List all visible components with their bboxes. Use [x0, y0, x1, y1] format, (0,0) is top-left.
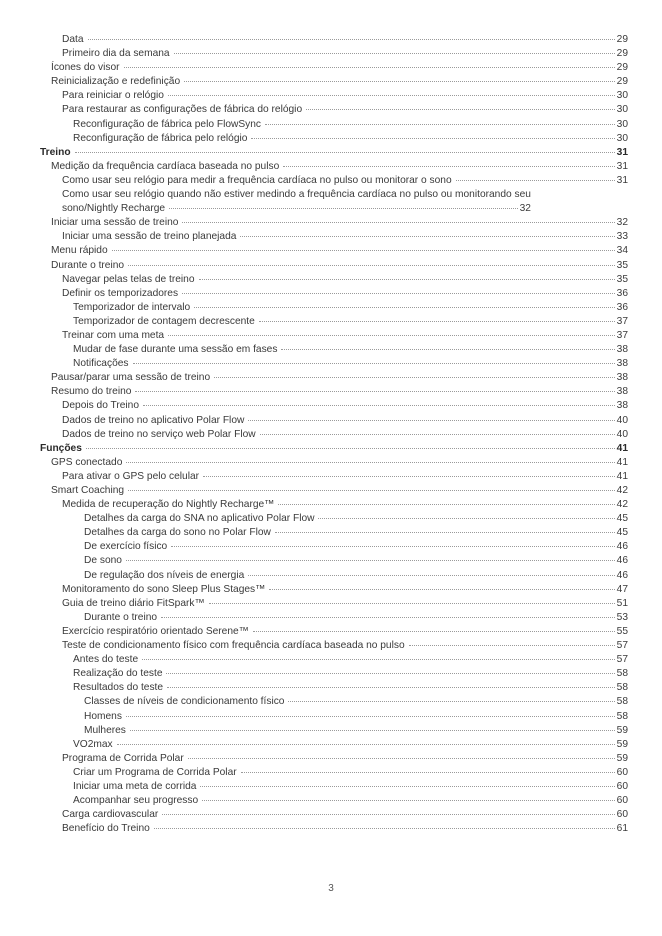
- toc-entry-title: Antes do teste: [73, 654, 139, 666]
- toc-entry[interactable]: [40, 780, 628, 794]
- dot-leader: [128, 490, 615, 491]
- toc-entry-page: 60: [616, 766, 628, 778]
- toc-entry-page: 29: [616, 34, 628, 45]
- toc-entry[interactable]: [40, 385, 628, 399]
- toc-entry-title: Detalhes da carga do SNA no aplicativo Polar Flow: [84, 513, 315, 525]
- toc-entry-title: Resumo do treino: [51, 386, 132, 398]
- dot-leader: [248, 575, 614, 576]
- toc-entry-title: GPS conectado: [51, 456, 123, 468]
- toc-entry-title: De exercício físico: [84, 541, 168, 553]
- toc-entry-page: 55: [616, 625, 628, 637]
- toc-entry-title: Guia de treino diário FitSpark™: [62, 597, 205, 609]
- toc-entry-title: Pausar/parar uma sessão de treino: [51, 372, 211, 384]
- toc-entry-page: 32: [616, 217, 628, 229]
- dot-leader: [182, 222, 614, 223]
- dot-leader: [248, 420, 614, 421]
- toc-entry[interactable]: [40, 47, 628, 61]
- toc-entry[interactable]: [40, 230, 628, 244]
- toc-entry-title: Programa de Corrida Polar: [62, 752, 184, 764]
- toc-entry-title: De sono: [84, 555, 122, 567]
- toc-entry-page: 35: [616, 273, 628, 285]
- toc-entry[interactable]: [40, 216, 628, 230]
- toc-entry[interactable]: [40, 273, 628, 287]
- toc-entry-title: Teste de condicionamento físico com frequência cardíaca baseada no pulso: [62, 640, 405, 652]
- toc-entry-page: 41: [616, 470, 628, 482]
- toc-entry-title: Navegar pelas telas de treino: [62, 273, 195, 285]
- toc-entry-page: 29: [616, 76, 628, 88]
- toc-entry-title: Temporizador de contagem decrescente: [73, 315, 255, 327]
- toc-entry[interactable]: [40, 484, 628, 498]
- toc-entry-page: 51: [616, 597, 628, 609]
- toc-entry-title: Exercício respiratório orientado Serene™: [62, 625, 249, 637]
- toc-entry-title: Durante o treino: [51, 259, 125, 271]
- toc-entry-title: Benefício do Treino: [62, 823, 150, 835]
- toc-entry-title: Classes de níveis de condicionamento físico: [84, 696, 285, 708]
- toc-entry-title: Como usar seu relógio para medir a frequência cardíaca no pulso ou monitorar o sono: [62, 174, 452, 186]
- toc-entry-title: De regulação dos níveis de energia: [84, 569, 245, 581]
- dot-leader: [174, 53, 615, 54]
- dot-leader: [269, 589, 614, 590]
- toc-entry[interactable]: [40, 428, 628, 442]
- dot-leader: [278, 504, 614, 505]
- dot-leader: [202, 800, 615, 801]
- dot-leader: [135, 391, 614, 392]
- toc-entry-page: 45: [616, 527, 628, 539]
- dot-leader: [199, 279, 615, 280]
- dot-leader: [283, 166, 614, 167]
- dot-leader: [143, 405, 615, 406]
- toc-entry-title: Para restaurar as configurações de fábrica do relógio: [62, 104, 303, 116]
- toc-entry-page: 58: [616, 696, 628, 708]
- toc-entry-title: Funções: [40, 442, 82, 454]
- toc-entry[interactable]: [40, 498, 628, 512]
- toc-entry[interactable]: [40, 526, 628, 540]
- toc-entry-page: 31: [616, 160, 628, 172]
- dot-leader: [200, 786, 614, 787]
- toc-entry[interactable]: [40, 724, 628, 738]
- toc-entry-page: 45: [616, 513, 628, 525]
- dot-leader: [124, 67, 615, 68]
- toc-entry-page: 30: [616, 90, 628, 102]
- toc-entry-page: 46: [616, 555, 628, 567]
- toc-entry[interactable]: [40, 357, 628, 371]
- dot-leader: [184, 81, 615, 82]
- toc-entry-title: Menu rápido: [51, 245, 108, 257]
- dot-leader: [169, 208, 518, 209]
- toc-entry-title: Temporizador de intervalo: [73, 301, 191, 313]
- toc-entry[interactable]: [40, 301, 628, 315]
- toc-entry-page: 40: [616, 414, 628, 426]
- toc-entry-page: 36: [616, 287, 628, 299]
- dot-leader: [306, 109, 615, 110]
- toc-entry-page: 47: [616, 583, 628, 595]
- dot-leader: [75, 152, 615, 153]
- toc-entry-title: Detalhes da carga do sono no Polar Flow: [84, 527, 271, 539]
- toc-chapter[interactable]: [40, 146, 628, 160]
- toc-entry-page: 36: [616, 301, 628, 313]
- toc-entry[interactable]: [40, 343, 628, 357]
- dot-leader: [142, 659, 615, 660]
- toc-entry-title: Como usar seu relógio quando não estiver medindo a frequência cardíaca no pulso ou monitorando seu: [62, 189, 531, 201]
- toc-entry[interactable]: [40, 470, 628, 484]
- toc-entry-title: Medição da frequência cardíaca baseada no pulso: [51, 160, 280, 172]
- toc-entry[interactable]: [40, 625, 628, 639]
- toc-entry-page: 30: [616, 118, 628, 130]
- page-number: 3: [328, 883, 334, 894]
- toc-entry[interactable]: [40, 371, 628, 385]
- toc-entry-title: Smart Coaching: [51, 485, 125, 496]
- toc-entry[interactable]: [40, 399, 628, 413]
- toc-entry[interactable]: [40, 512, 628, 526]
- toc-entry-title: Treinar com uma meta: [62, 329, 165, 341]
- dot-leader: [88, 39, 615, 40]
- toc-entry[interactable]: [40, 160, 628, 174]
- dot-leader: [130, 730, 615, 731]
- dot-leader: [456, 180, 615, 181]
- toc-entry[interactable]: [40, 794, 628, 808]
- toc-entry[interactable]: [40, 597, 628, 611]
- toc-entry[interactable]: [40, 808, 628, 822]
- dot-leader: [259, 321, 615, 322]
- toc-entry-page: 58: [616, 668, 628, 680]
- dot-leader: [209, 603, 615, 604]
- toc-entry[interactable]: [40, 540, 628, 554]
- toc-entry[interactable]: [40, 583, 628, 597]
- toc-entry-title: Iniciar uma meta de corrida: [73, 780, 197, 792]
- toc-entry-page: 53: [616, 611, 628, 623]
- dot-leader: [188, 758, 615, 759]
- dot-leader: [168, 335, 615, 336]
- toc-entry-title: Homens: [84, 710, 122, 722]
- toc-entry[interactable]: [40, 667, 628, 681]
- toc-entry[interactable]: [40, 244, 628, 258]
- dot-leader: [126, 716, 615, 717]
- toc-entry-title: Treino: [40, 146, 71, 158]
- toc-entry-page: 34: [616, 245, 628, 257]
- toc-entry-title: Dados de treino no serviço web Polar Flow: [62, 428, 256, 440]
- dot-leader: [126, 560, 615, 561]
- dot-leader: [171, 546, 614, 547]
- toc-entry[interactable]: [40, 738, 628, 752]
- toc-entry[interactable]: [40, 766, 628, 780]
- dot-leader: [133, 363, 615, 364]
- toc-chapter[interactable]: [40, 442, 628, 456]
- toc-entry[interactable]: [40, 75, 628, 89]
- toc-entry[interactable]: [40, 33, 628, 47]
- dot-leader: [214, 377, 615, 378]
- toc-entry-title: Reconfiguração de fábrica pelo FlowSync: [73, 118, 262, 130]
- toc-entry-title: Iniciar uma sessão de treino: [51, 217, 179, 229]
- toc-entry-title-continued: sono/Nightly Recharge: [62, 203, 166, 215]
- toc-entry[interactable]: [40, 329, 628, 343]
- dot-leader: [117, 744, 615, 745]
- toc-entry-page: 29: [616, 48, 628, 60]
- dot-leader: [203, 476, 615, 477]
- toc-entry-page: 59: [616, 738, 628, 750]
- dot-leader: [126, 462, 614, 463]
- toc-entry-page: 42: [616, 499, 628, 511]
- toc-entry-title: Medida de recuperação do Nightly Recharge™: [62, 499, 275, 511]
- toc-entry-page: 38: [616, 386, 628, 398]
- toc-entry-page: 30: [616, 104, 628, 116]
- toc-entry-page: 30: [616, 132, 628, 144]
- toc-entry[interactable]: [40, 653, 628, 667]
- toc-entry-title: Criar um Programa de Corrida Polar: [73, 766, 237, 778]
- toc-entry[interactable]: [40, 554, 628, 568]
- toc-entry-page: 59: [616, 724, 628, 736]
- dot-leader: [161, 617, 615, 618]
- toc-entry-title: Durante o treino: [84, 611, 158, 623]
- toc-entry[interactable]: [40, 103, 628, 117]
- toc-entry-page: 46: [616, 569, 628, 581]
- toc-entry-page: 40: [616, 428, 628, 440]
- toc-entry[interactable]: [40, 569, 628, 583]
- toc-entry[interactable]: [40, 174, 628, 188]
- dot-leader: [265, 124, 615, 125]
- toc-entry[interactable]: [40, 188, 628, 216]
- dot-leader: [162, 814, 614, 815]
- dot-leader: [240, 236, 614, 237]
- toc-entry-title: Para reiniciar o relógio: [62, 90, 164, 102]
- toc-entry-page: 42: [616, 485, 628, 496]
- toc-entry[interactable]: [40, 710, 628, 724]
- toc-entry-title: Para ativar o GPS pelo celular: [62, 470, 200, 482]
- dot-leader: [168, 95, 615, 96]
- toc-entry-page: 31: [616, 146, 628, 158]
- dot-leader: [409, 645, 615, 646]
- dot-leader: [288, 701, 614, 702]
- toc-entry-page: 57: [616, 654, 628, 666]
- toc-entry-page: 58: [616, 682, 628, 694]
- toc-entry[interactable]: [40, 639, 628, 653]
- toc-entry-page: 60: [616, 795, 628, 807]
- toc-entry-title: Reconfiguração de fábrica pelo relógio: [73, 132, 248, 144]
- toc-entry[interactable]: [40, 752, 628, 766]
- toc-entry-page: 60: [616, 780, 628, 792]
- table-of-contents: [40, 33, 628, 836]
- toc-entry[interactable]: [40, 456, 628, 470]
- toc-entry-title: Realização do teste: [73, 668, 163, 680]
- toc-entry-title: VO2max: [73, 738, 113, 750]
- toc-entry-title: Iniciar uma sessão de treino planejada: [62, 231, 237, 243]
- dot-leader: [318, 518, 614, 519]
- toc-entry-title: Reinicialização e redefinição: [51, 76, 181, 88]
- toc-entry-title: Mudar de fase durante uma sessão em fases: [73, 344, 278, 356]
- toc-entry[interactable]: [40, 118, 628, 132]
- toc-entry-title: Carga cardiovascular: [62, 809, 159, 821]
- dot-leader: [86, 448, 615, 449]
- toc-entry-title: Acompanhar seu progresso: [73, 795, 199, 807]
- toc-entry-page: 58: [616, 710, 628, 722]
- toc-entry-title: Primeiro dia da semana: [62, 48, 170, 60]
- toc-entry[interactable]: [40, 414, 628, 428]
- dot-leader: [281, 349, 614, 350]
- toc-entry-title: Depois do Treino: [62, 400, 140, 412]
- toc-entry-page: 46: [616, 541, 628, 553]
- dot-leader: [241, 772, 615, 773]
- toc-entry[interactable]: [40, 695, 628, 709]
- dot-leader: [260, 434, 615, 435]
- toc-entry-title: Resultados do teste: [73, 682, 164, 694]
- toc-entry-page: 29: [616, 62, 628, 74]
- toc-entry-page: 38: [616, 358, 628, 370]
- toc-entry-page: 61: [616, 823, 628, 835]
- toc-entry[interactable]: [40, 259, 628, 273]
- dot-leader: [194, 307, 614, 308]
- toc-entry[interactable]: [40, 132, 628, 146]
- toc-entry-title: Ícones do visor: [51, 62, 120, 74]
- toc-entry-page: 35: [616, 259, 628, 271]
- toc-entry-page: 38: [616, 400, 628, 412]
- toc-entry[interactable]: [40, 287, 628, 301]
- toc-entry[interactable]: [40, 61, 628, 75]
- dot-leader: [154, 828, 615, 829]
- toc-entry[interactable]: [40, 315, 628, 329]
- toc-entry-page: 37: [616, 315, 628, 327]
- toc-entry-page: 33: [616, 231, 628, 243]
- toc-entry-title: Definir os temporizadores: [62, 287, 179, 299]
- toc-entry-title: Notificações: [73, 358, 129, 370]
- dot-leader: [112, 250, 615, 251]
- toc-entry-page: 41: [616, 442, 628, 454]
- toc-entry-page: 57: [616, 640, 628, 652]
- toc-entry-title: Monitoramento do sono Sleep Plus Stages™: [62, 583, 266, 595]
- toc-entry[interactable]: [40, 611, 628, 625]
- toc-entry-title: Data: [62, 34, 84, 45]
- toc-entry-title: Dados de treino no aplicativo Polar Flow: [62, 414, 245, 426]
- toc-entry-page: 37: [616, 329, 628, 341]
- toc-entry[interactable]: [40, 822, 628, 836]
- toc-entry-page: 32: [519, 203, 531, 215]
- dot-leader: [182, 293, 615, 294]
- dot-leader: [275, 532, 615, 533]
- toc-entry-title: Mulheres: [84, 724, 126, 736]
- dot-leader: [128, 265, 615, 266]
- toc-entry-page: 38: [616, 344, 628, 356]
- toc-entry-page: 60: [616, 809, 628, 821]
- toc-entry-page: 59: [616, 752, 628, 764]
- toc-entry-page: 31: [616, 174, 628, 186]
- dot-leader: [167, 687, 615, 688]
- toc-entry-page: 41: [616, 456, 628, 468]
- toc-entry[interactable]: [40, 681, 628, 695]
- dot-leader: [253, 631, 615, 632]
- dot-leader: [166, 673, 614, 674]
- toc-entry[interactable]: [40, 89, 628, 103]
- dot-leader: [251, 138, 614, 139]
- toc-entry-page: 38: [616, 372, 628, 384]
